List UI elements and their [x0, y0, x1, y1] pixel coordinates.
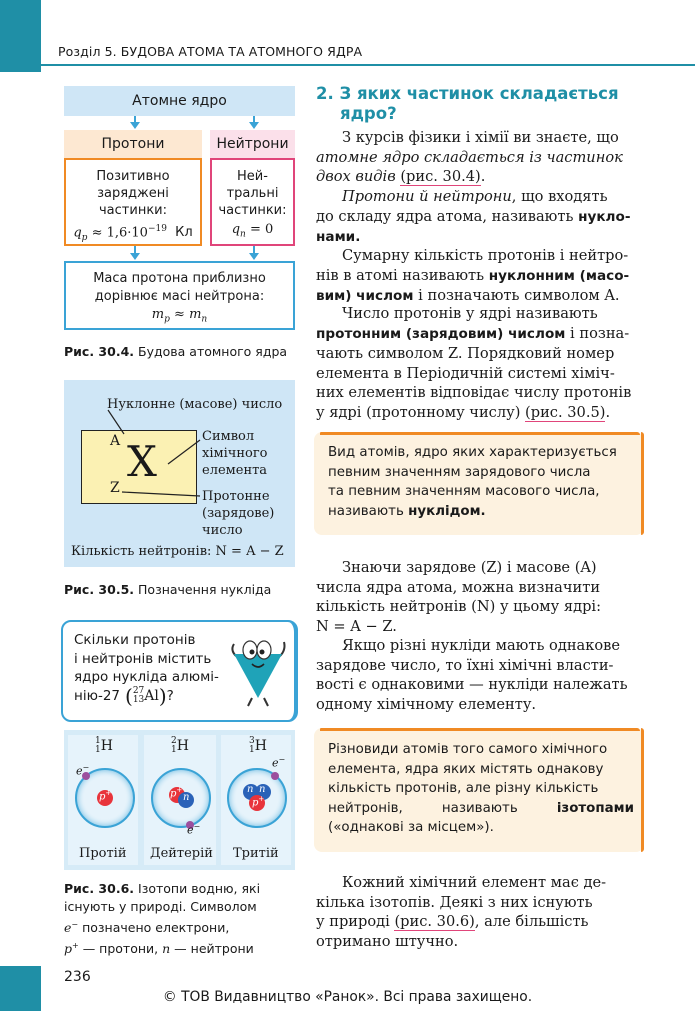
arrow-to-neutrons	[253, 116, 255, 123]
header-rule	[41, 64, 695, 66]
neutron-desc-line: тральні	[226, 186, 279, 201]
figure-30-5-caption: Рис. 30.5. Позначення нукліда	[64, 582, 272, 597]
paragraph-4: Число протонів у ядрі називають протонним (зарядовим) числом і позна- чають символом Z. Порядковий номер елемента в Періодичній системі хіміч- них елементів відповідає числу протонів у ядрі (протонному числу) (рис. 30.5).	[316, 305, 632, 421]
chapter-header: Розділ 5. БУДОВА АТОМА ТА АТОМНОГО ЯДРА	[58, 44, 363, 59]
paragraph-2: Протони й нейтрони, що входять до складу ядра атома, називають нукло- нами.	[316, 188, 631, 245]
mascot-triangle-character	[228, 628, 288, 708]
page-number: 236	[64, 969, 91, 985]
definition-2-top-edge	[320, 728, 640, 731]
element-symbol-label: Символ хімічного елемента	[202, 429, 268, 478]
proton-desc-line: заряджені	[97, 186, 169, 201]
proton-charge-formula: $q_p \approx 1,6\cdot 10^{-19}$ Кл	[73, 224, 193, 243]
deuterium-neutron-label: n	[183, 792, 190, 803]
deuterium-label: Дейтерій	[150, 846, 213, 861]
neutron-count-formula: Кількість нейтронів: N = A − Z	[71, 544, 284, 559]
proton-desc-line: частинки:	[99, 203, 167, 218]
tritium-neutron-label-2: n	[259, 784, 266, 795]
neutrons-title: Нейтрони	[210, 130, 295, 158]
paragraph-6: Якщо різні нукліди мають однакове зарядове число, то їхні хімічні власти- вості є однаковими — нукліди належать одному хімічному елементу.	[316, 637, 628, 713]
arrow-to-mass-right	[253, 246, 255, 254]
protons-title: Протони	[64, 130, 202, 158]
definition-1-right-edge	[641, 432, 644, 535]
definition-1-top-edge	[320, 432, 640, 435]
paragraph-3: Сумарну кількість протонів і нейтро- нів в атомі називають нуклонним (масо- вим) числом і позначають символом A.	[316, 247, 630, 304]
neutron-desc-line: частинки:	[218, 203, 287, 218]
isotope-definition-text: Різновиди атомів того самого хімічного елемента, ядра яких містять однакову кількість протонів, але різну кількість нейтронів, називають ізотопами («однакові за місцем»).	[328, 742, 634, 835]
mass-line: Маса протона приблизно	[93, 271, 266, 286]
symbol-A: A	[110, 433, 121, 449]
header-side-bar	[0, 0, 41, 72]
paragraph-5: Знаючи зарядове (Z) і масове (A) числа ядра атома, можна визначити кількість нейтронів (N) у цьому ядрі: N = A − Z.	[316, 559, 601, 635]
protium-proton-label: p+	[99, 789, 112, 803]
mass-line: дорівнює масі нейтрона:	[94, 289, 265, 304]
tritium-symbol: 3 1 H	[249, 736, 267, 755]
protium-electron-label: e−	[76, 763, 90, 778]
question-text: Скільки протонів і нейтронів містить ядро нукліда алюмі- нію-27 ( 27 13 Al ) ?	[74, 632, 219, 708]
nuclide-definition-text: Вид атомів, ядро яких характеризується певним значенням зарядового числа та певним значенням масового числа, називають нуклідом.	[328, 445, 617, 519]
proton-number-label: Протонне (зарядове) число	[202, 489, 275, 538]
figure-30-6-caption: Рис. 30.6. Ізотопи водню, які існують у природі. Символом e− позначено електрони, p+ — протони, n — нейтрони	[64, 881, 261, 957]
neutron-desc-line: Ней-	[237, 169, 268, 184]
neutron-charge-formula: $q_n = 0$	[231, 222, 274, 240]
arrow-to-protons	[134, 116, 136, 123]
protium-label: Протій	[79, 846, 127, 861]
symbol-Z: Z	[110, 480, 120, 496]
figure-30-4-caption: Рис. 30.4. Будова атомного ядра	[64, 344, 288, 359]
neutron-description	[210, 158, 295, 246]
symbol-X: X	[127, 437, 157, 486]
tritium-electron-label: e−	[272, 755, 286, 770]
deuterium-proton-label: p+	[170, 786, 183, 800]
tritium-neutron-label-1: n	[247, 784, 254, 795]
section-title: 2. З яких частинок складається ядро?	[316, 84, 619, 123]
nucleus-label: Атомне ядро	[64, 86, 295, 116]
deuterium-electron-label: e−	[187, 822, 201, 837]
tritium-label: Тритій	[233, 846, 279, 861]
definition-2-right-edge	[641, 728, 644, 852]
paragraph-1: З курсів фізики і хімії ви знаєте, що атомне ядро складається із частинок двох видів (рис. 30.4).	[316, 129, 623, 185]
protium-symbol: 1 1 H	[95, 736, 113, 755]
proton-desc-line: Позитивно	[96, 169, 170, 184]
copyright-notice: © ТОВ Видавництво «Ранок». Всі права захищено.	[162, 989, 533, 1005]
mass-formula: $m_p \approx m_n$	[151, 307, 208, 325]
mass-equality-box	[64, 261, 295, 330]
deuterium-symbol: 2 1 H	[171, 736, 189, 755]
arrow-to-mass-left	[134, 246, 136, 254]
mass-number-label: Нуклонне (масове) число	[107, 397, 283, 412]
paragraph-7: Кожний хімічний елемент має де- кілька ізотопів. Деякі з них існують у природі (рис. 30.6), але більшість отримано штучно.	[316, 874, 607, 950]
tritium-proton-label: p+	[252, 795, 265, 809]
proton-description	[64, 158, 202, 246]
